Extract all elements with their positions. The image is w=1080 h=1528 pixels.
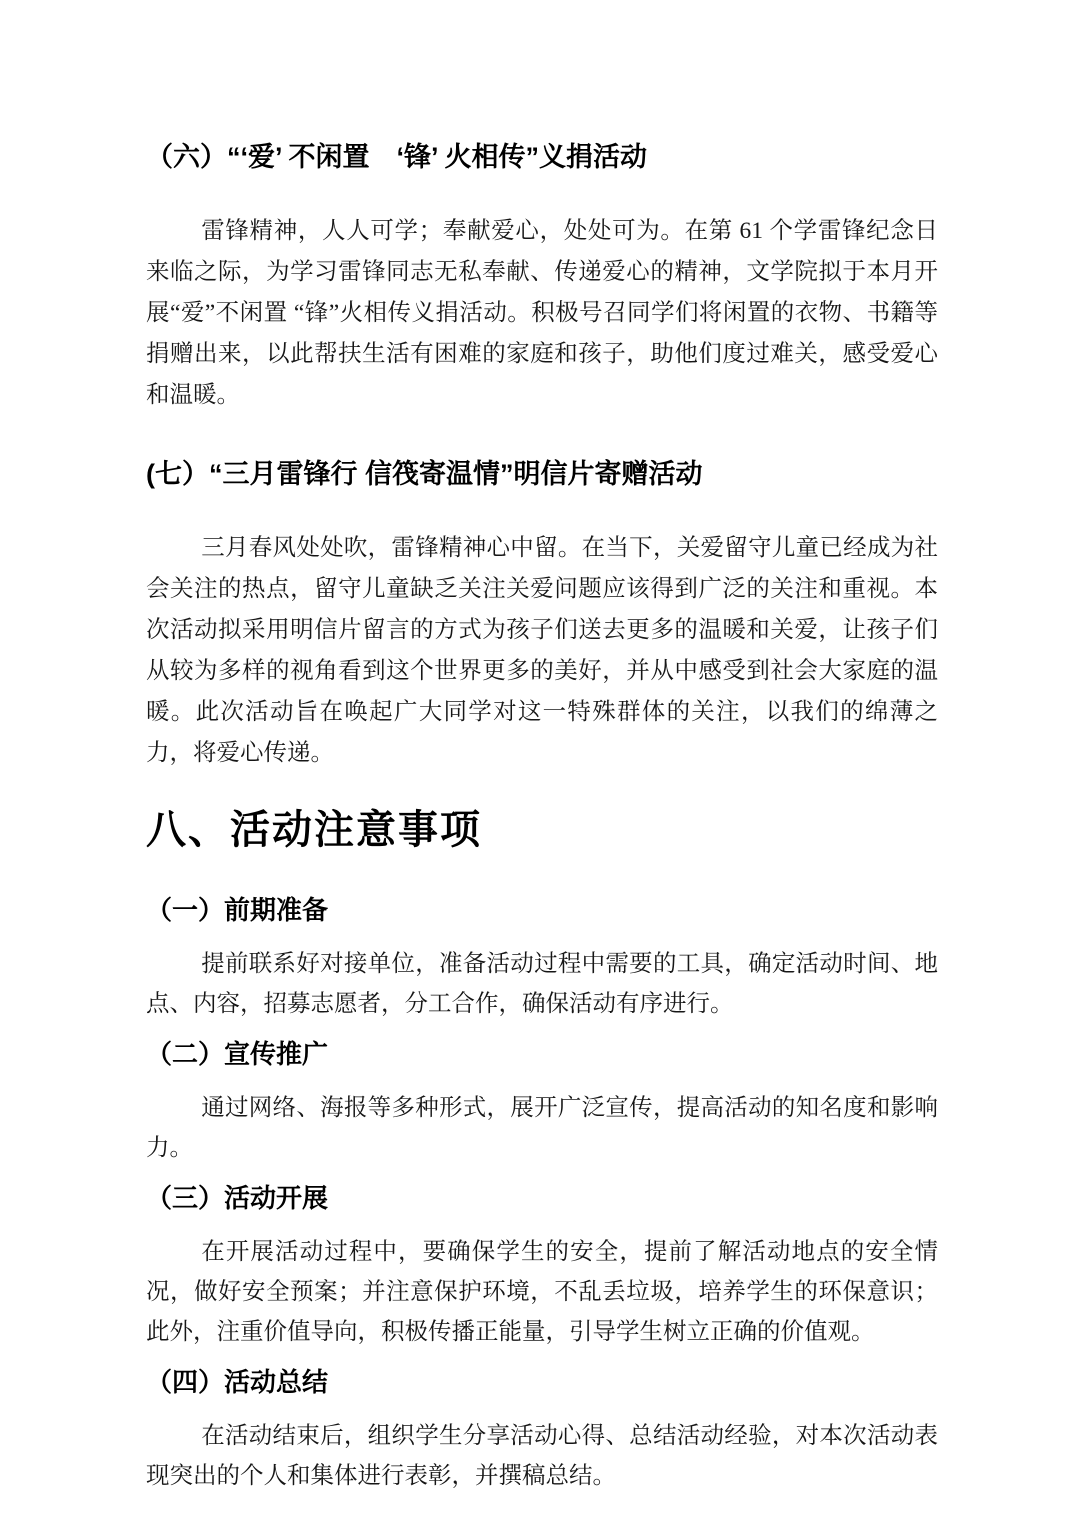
note-1-heading: （一）前期准备 (146, 895, 329, 925)
section-6-paragraph: 雷锋精神，人人可学；奉献爱心，处处可为。在第 61 个学雷锋纪念日来临之际，为学习雷锋同志无私奉献、传递爱心的精神，文学院拟于本月开展“爱”不闲置 “锋”火相传义捐活动。积极号召同学们将闲置的衣物、书籍等捐赠出来，以此帮扶生活有困难的家庭和孩子，助他们度过难关，感受爱心和温暖。 (146, 218, 938, 408)
section-7-heading: (七）“三月雷锋行 信筏寄温情”明信片寄赠活动 (146, 459, 703, 489)
note-2-heading: （二）宣传推广 (146, 1039, 329, 1069)
chapter-8-heading: 八、活动注意事项 (146, 808, 482, 852)
section-7-paragraph: 三月春风处处吹，雷锋精神心中留。在当下，关爱留守儿童已经成为社会关注的热点，留守儿童缺乏关注关爱问题应该得到广泛的关注和重视。本次活动拟采用明信片留言的方式为孩子们送去更多的温暖和关爱，让孩子们从较为多样的视角看到这个世界更多的美好，并从中感受到社会大家庭的温暖。此次活动旨在唤起广大同学对这一特殊群体的关注，以我们的绵薄之力，将爱心传递。 (146, 535, 938, 766)
note-4-paragraph: 在活动结束后，组织学生分享活动心得、总结活动经验，对本次活动表现突出的个人和集体进行表彰，并撰稿总结。 (146, 1423, 938, 1489)
note-4-heading: （四）活动总结 (146, 1367, 329, 1397)
section-6-heading: （六）“‘爱’ 不闲置 ‘锋’ 火相传”义捐活动 (146, 142, 648, 172)
note-3-paragraph: 在开展活动过程中，要确保学生的安全，提前了解活动地点的安全情况，做好安全预案；并注意保护环境，不乱丢垃圾，培养学生的环保意识；此外，注重价值导向，积极传播正能量，引导学生树立正确的价值观。 (146, 1239, 938, 1345)
note-3-heading: （三）活动开展 (146, 1183, 329, 1213)
note-2-paragraph: 通过网络、海报等多种形式，展开广泛宣传，提高活动的知名度和影响力。 (146, 1095, 938, 1161)
note-1-paragraph: 提前联系好对接单位，准备活动过程中需要的工具，确定活动时间、地点、内容，招募志愿者，分工合作，确保活动有序进行。 (146, 951, 938, 1017)
